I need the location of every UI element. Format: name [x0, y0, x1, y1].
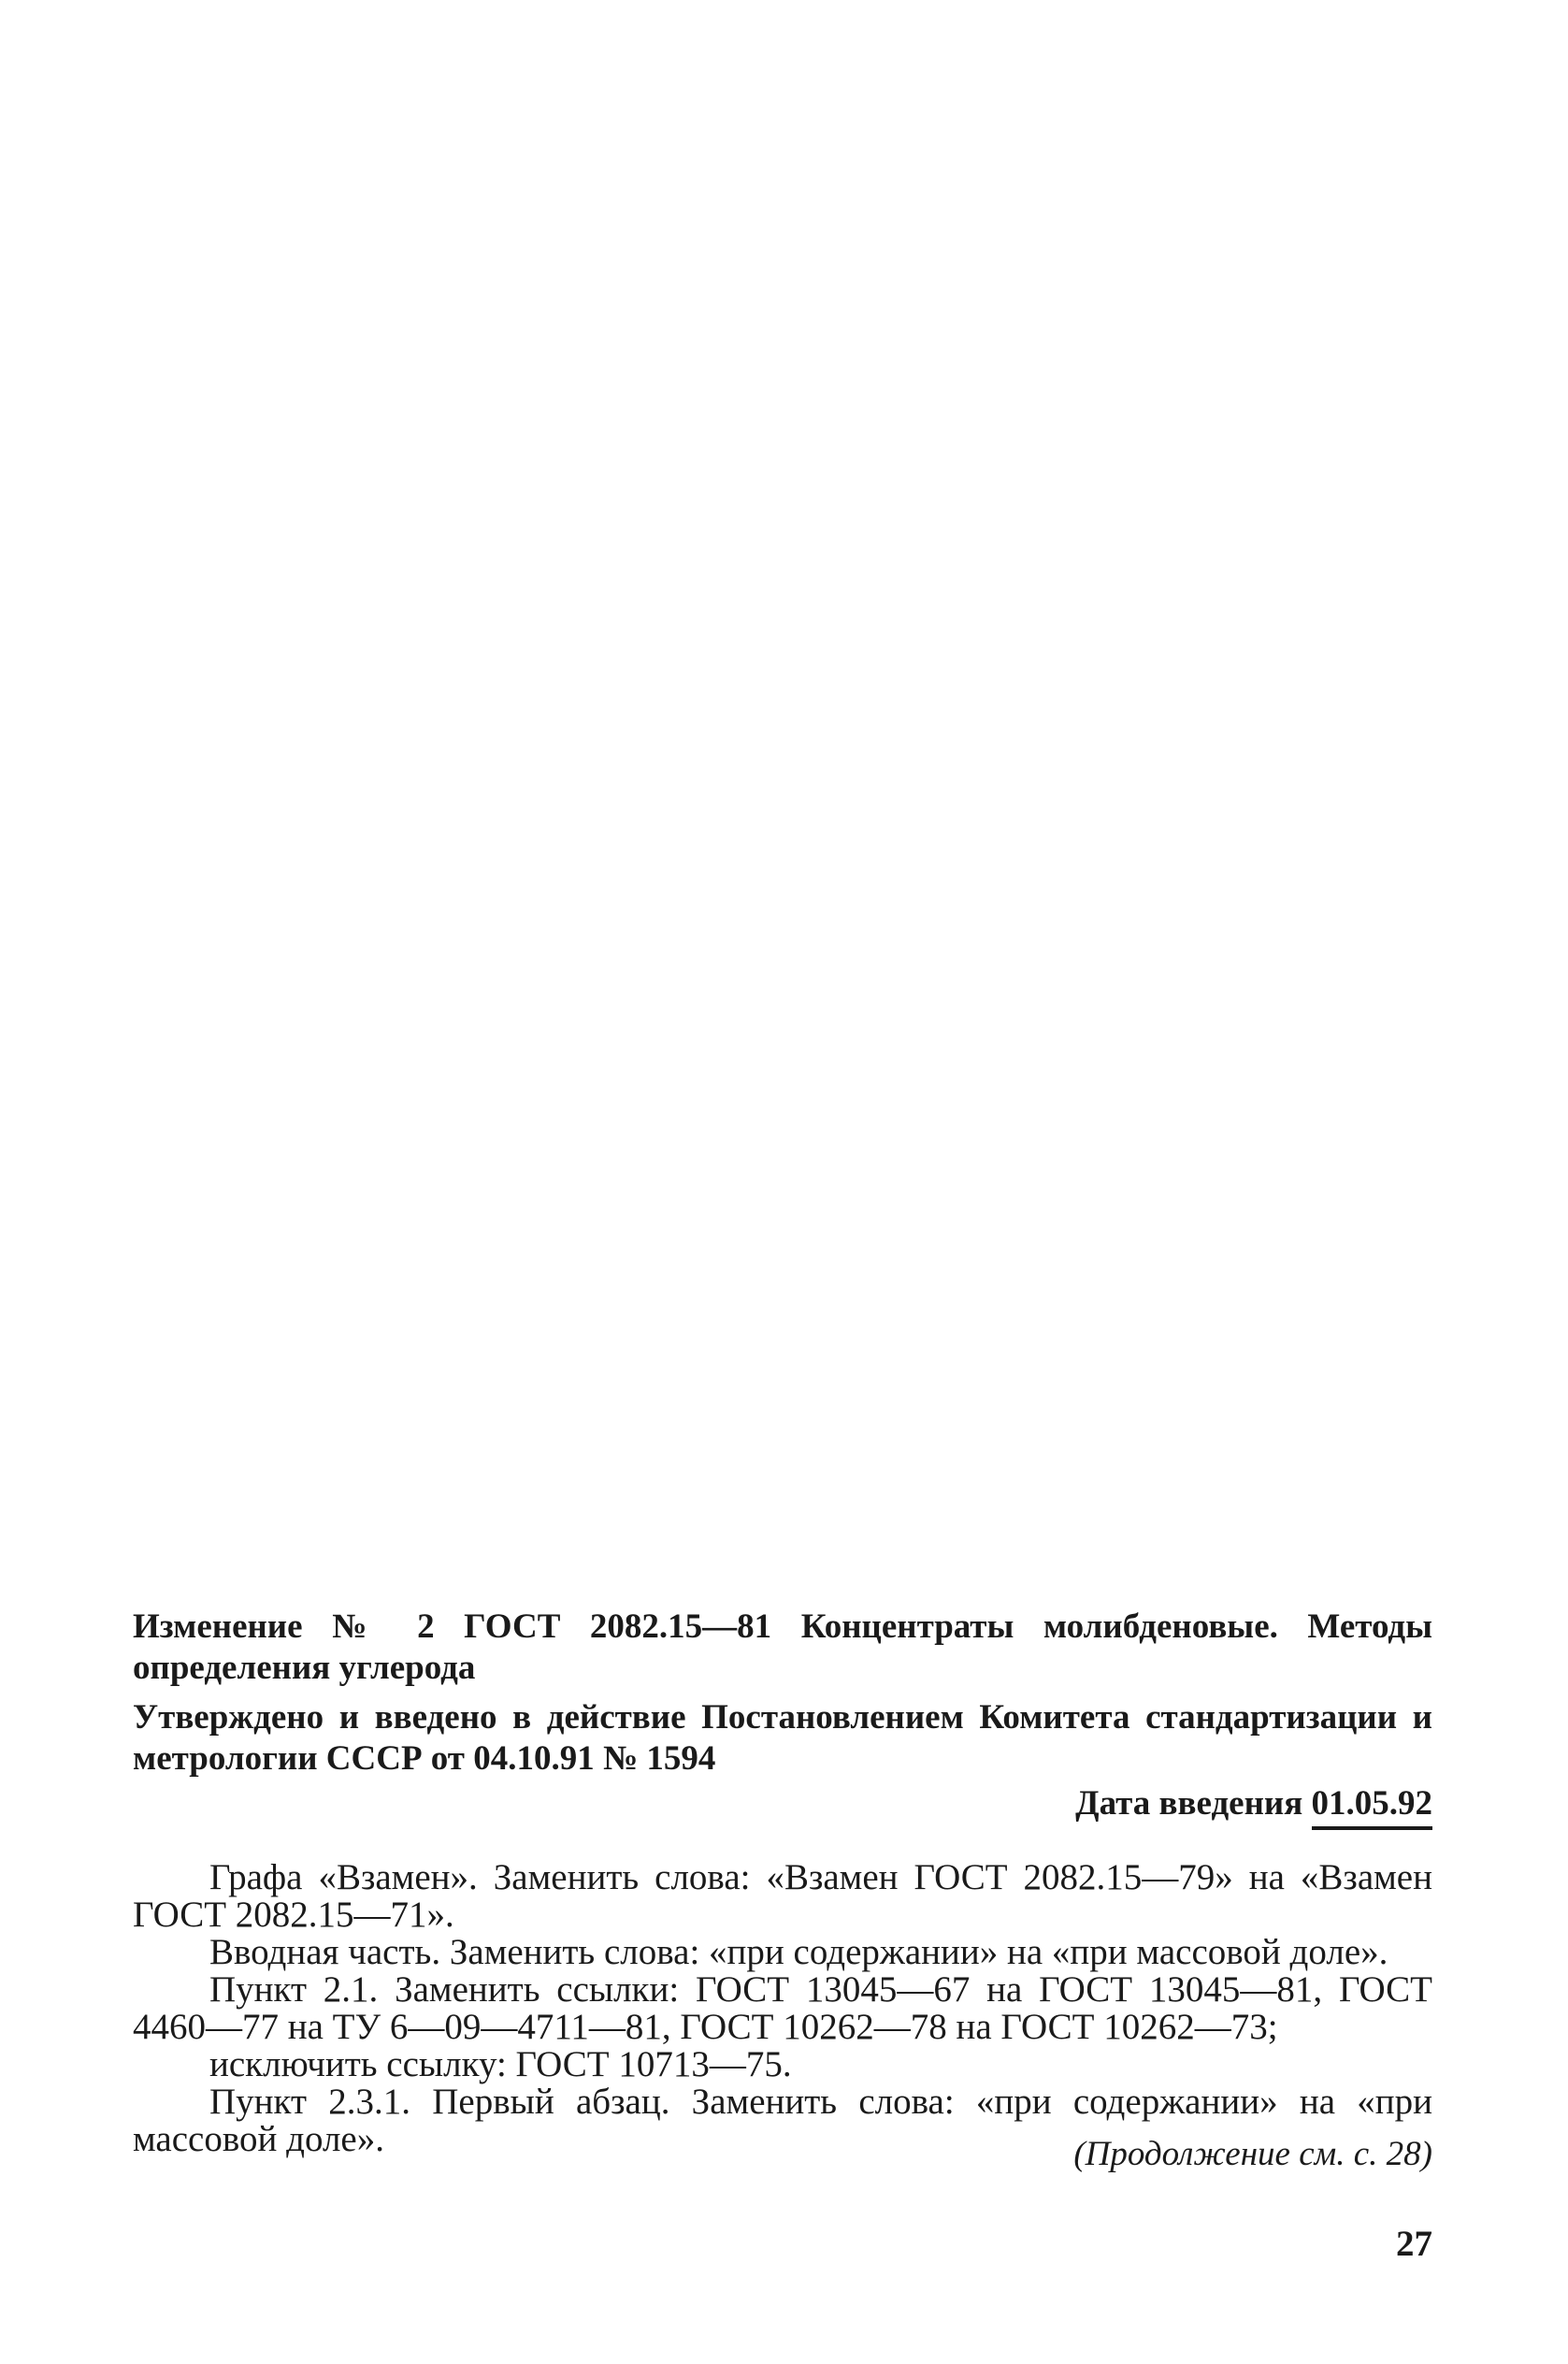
effective-date-value: 01.05.92 — [1312, 1783, 1433, 1830]
effective-date-line — [133, 1783, 1432, 1830]
change-item: Пункт 2.1. Заменить ссылки: ГОСТ 13045—67 на ГОСТ 13045—81, ГОСТ 4460—77 на ТУ 6—09—4711—81, ГОСТ 10262—78 на ГОСТ 10262—73; — [133, 1969, 1432, 2047]
effective-date-label: Дата введения — [1075, 1784, 1303, 1823]
change-item: Пункт 2.3.1. Первый абзац. Заменить слова: «при содержании» на «при массовой доле». — [133, 2082, 1432, 2159]
continued-note: (Продолжение см. с. 28) — [1073, 2135, 1432, 2173]
change-item: исключить ссылку: ГОСТ 10713—75. — [209, 2044, 792, 2084]
approval-statement: Утверждено и введено в действие Постановлением Комитета стандартизации и метрологии СССР от 04.10.91 № 1594 — [133, 1698, 1432, 1778]
change-list — [133, 1859, 1432, 2158]
change-item: Вводная часть. Заменить слова: «при содержании» на «при массовой доле». — [209, 1932, 1388, 1972]
page-number: 27 — [1396, 2224, 1432, 2264]
amendment-heading: Изменение № 2 ГОСТ 2082.15—81 Концентраты молибденовые. Методы определения углерода — [133, 1607, 1432, 1687]
change-item: Графа «Взамен». Заменить слова: «Взамен ГОСТ 2082.15—79» на «Взамен ГОСТ 2082.15—71». — [133, 1857, 1432, 1935]
